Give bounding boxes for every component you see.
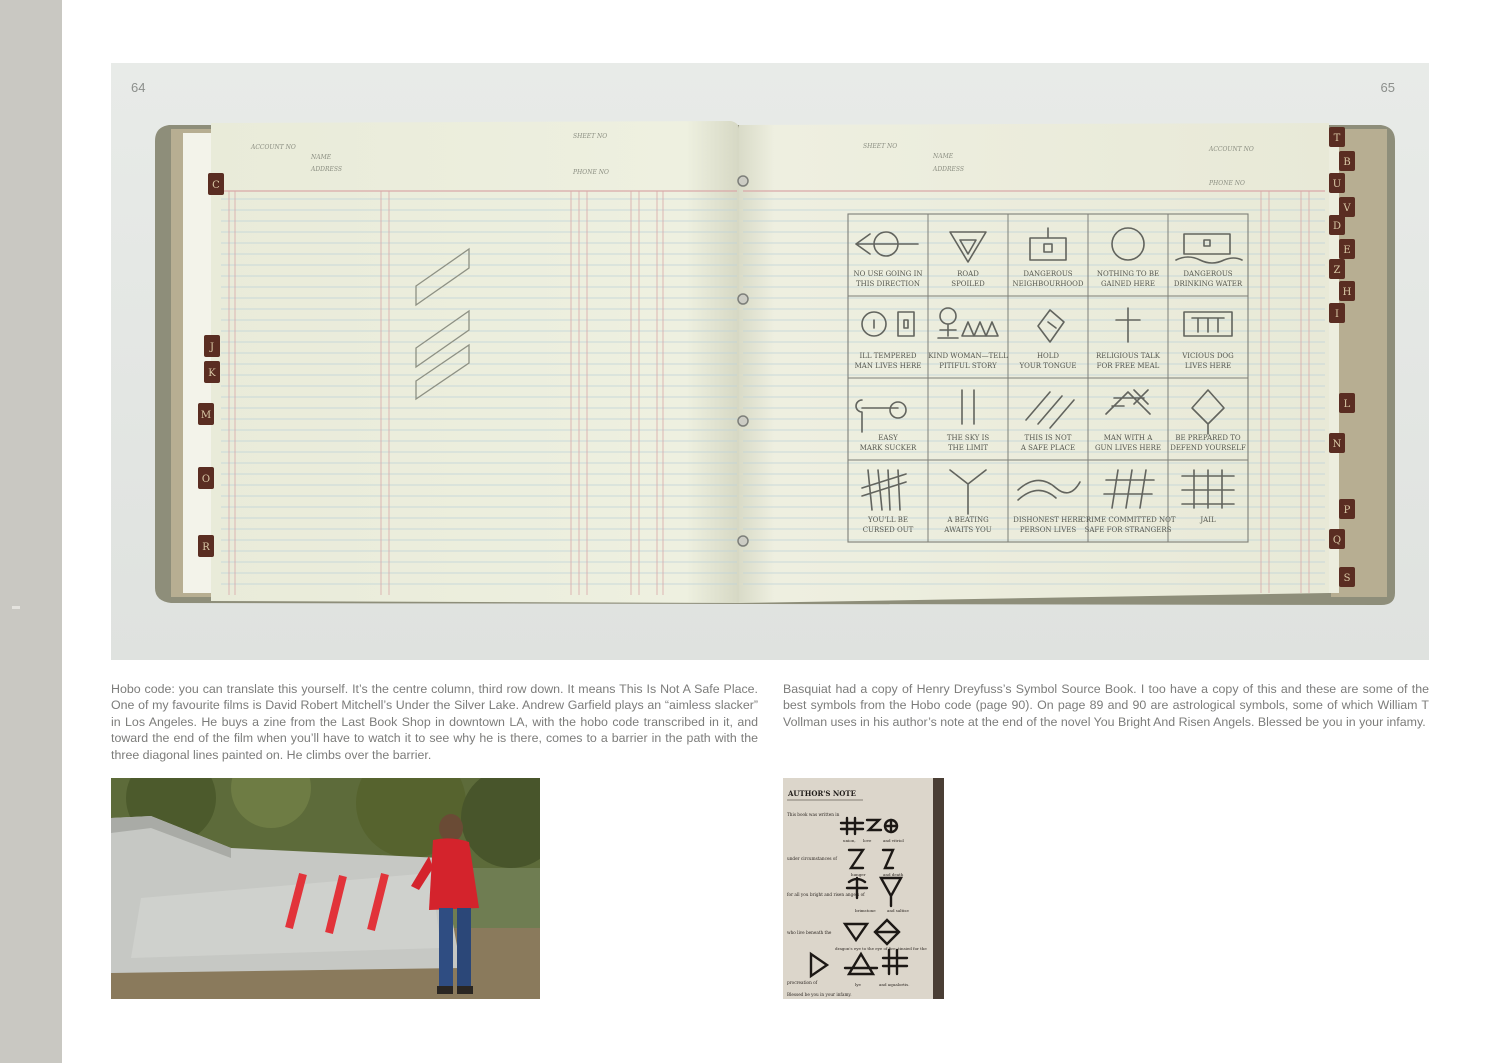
hobo-symbol-label: DANGEROUS: [1023, 270, 1073, 278]
index-tab: [1329, 529, 1345, 549]
hobo-symbol-label: PITIFUL STORY: [939, 362, 997, 370]
svg-text:V: V: [1343, 203, 1351, 214]
ledger-header-label: PHONE NO: [1209, 180, 1245, 187]
hobo-symbol-label: YOU'LL BE: [868, 516, 908, 524]
note-line: procreation of: [787, 980, 818, 985]
index-tab: [1329, 259, 1345, 279]
svg-text:U: U: [1332, 179, 1342, 190]
film-still-photo: [111, 778, 540, 999]
hobo-symbol-label: SPOILED: [951, 280, 985, 288]
hobo-symbol-label: THE SKY IS: [946, 434, 990, 442]
svg-text:B: B: [1343, 157, 1351, 168]
index-tab: [1339, 281, 1355, 301]
caption-symbol-source-book: Basquiat had a copy of Henry Dreyfuss’s Symbol Source Book. I too have a copy of this and these are some of the best symbols from the Hobo code (page 90). On page 89 and 90 are astrological symbols, some of which William T Vollman uses in his author’s note at the end of the novel You Bright And Risen Angels. Blessed be you in your infamy.: [783, 682, 1429, 729]
svg-text:J: J: [209, 342, 215, 353]
svg-text:N: N: [1332, 439, 1342, 450]
hobo-symbol-label: VICIOUS DOG: [1182, 352, 1234, 360]
hobo-symbol-label: SAFE FOR STRANGERS: [1084, 526, 1172, 534]
index-tab: [204, 361, 220, 383]
hobo-symbol-label: MARK SUCKER: [859, 444, 917, 452]
svg-text:I: I: [1335, 309, 1339, 320]
ledger-header-label: ADDRESS: [311, 166, 342, 173]
ledger-header-label: ACCOUNT NO: [1209, 146, 1254, 153]
hobo-symbol-label: DISHONEST HERE: [1013, 516, 1083, 524]
ledger-header-label: SHEET NO: [573, 133, 608, 140]
hobo-symbol-label: GAINED HERE: [1100, 280, 1156, 288]
glyph-label: lye: [855, 982, 861, 987]
svg-text:Z: Z: [1333, 265, 1341, 276]
hobo-symbol-label: THE LIMIT: [947, 444, 989, 452]
svg-text:L: L: [1343, 399, 1351, 410]
index-tab: [208, 173, 224, 195]
glyph-label: and saltise: [887, 908, 909, 913]
hobo-symbol-label: DRINKING WATER: [1173, 280, 1243, 288]
note-line: Blessed be you in your infamy.: [787, 992, 852, 997]
hobo-symbol-label: RELIGIOUS TALK: [1095, 352, 1161, 360]
index-tab: [1339, 567, 1355, 587]
hobo-symbol-label: KIND WOMAN—TELL: [928, 352, 1008, 360]
hobo-symbol-label: CURSED OUT: [862, 526, 914, 534]
authors-note-photo: [783, 778, 944, 999]
ledger-header-label: NAME: [311, 154, 332, 161]
hobo-symbol-label: JAIL: [1200, 516, 1216, 524]
hobo-symbol-label: NOTHING TO BE: [1096, 270, 1160, 278]
ledger-header-label: ACCOUNT NO: [251, 144, 296, 151]
index-tab: [1329, 173, 1345, 193]
glyph-label: and aqualortis.: [879, 982, 910, 987]
glyph-label: union,: [843, 838, 856, 843]
page-number-left: 64: [131, 80, 146, 95]
svg-text:H: H: [1342, 287, 1352, 298]
svg-text:E: E: [1343, 245, 1351, 256]
hobo-symbol-label: AWAITS YOU: [944, 526, 992, 534]
index-tab: [198, 403, 214, 425]
hobo-symbol-label: DEFEND YOURSELF: [1170, 444, 1246, 452]
note-line: This book was written in: [787, 812, 840, 817]
ledger-book-photo: [111, 63, 1429, 660]
note-line: who live beneath the: [787, 930, 832, 935]
hobo-symbol-label: A BEATING: [947, 516, 989, 524]
note-line: under circumstances of: [787, 856, 837, 861]
index-tab: [1329, 433, 1345, 453]
svg-text:D: D: [1332, 221, 1342, 232]
index-tab: [1339, 393, 1355, 413]
svg-text:C: C: [212, 180, 220, 191]
index-tab: [1339, 499, 1355, 519]
hobo-symbol-label: BE PREPARED TO: [1175, 434, 1241, 442]
hobo-symbol-label: ILL TEMPERED: [859, 352, 917, 360]
index-tab: [1329, 215, 1345, 235]
hobo-symbol-label: MAN WITH A: [1103, 434, 1153, 442]
svg-text:Q: Q: [1332, 535, 1342, 546]
index-tab: [1329, 127, 1345, 147]
glyph-label: dragon's eye to the eye of fire, tinsied for the: [835, 946, 927, 951]
glyph-label: and vitriol: [883, 838, 904, 843]
hobo-symbol-label: LIVES HERE: [1184, 362, 1232, 370]
glyph-label: love: [863, 838, 872, 843]
page-edge-strip: [0, 0, 62, 1063]
hobo-symbol-label: CRIME COMMITTED NOT: [1080, 516, 1176, 524]
hobo-symbol-label: THIS DIRECTION: [856, 280, 920, 288]
glyph-label: brimstone: [855, 908, 876, 913]
edge-mark: [12, 606, 20, 609]
hobo-symbol-label: PERSON LIVES: [1019, 526, 1077, 534]
svg-text:O: O: [201, 474, 211, 485]
hobo-symbol-label: DANGEROUS: [1183, 270, 1233, 278]
ledger-header-label: NAME: [933, 153, 954, 160]
ledger-header-label: SHEET NO: [863, 143, 898, 150]
hobo-symbol-label: EASY: [878, 434, 898, 442]
hobo-symbol-label: NO USE GOING IN: [853, 270, 923, 278]
hobo-symbol-label: HOLD: [1036, 352, 1060, 360]
index-tab: [1339, 239, 1355, 259]
ledger-header-label: ADDRESS: [933, 166, 964, 173]
hobo-symbol-label: YOUR TONGUE: [1019, 362, 1077, 370]
index-tab: [198, 467, 214, 489]
page-number-right: 65: [1380, 80, 1395, 95]
glyph-label: hunger: [851, 872, 866, 877]
svg-text:K: K: [208, 368, 216, 379]
hobo-symbol-label: A SAFE PLACE: [1020, 444, 1076, 452]
svg-text:M: M: [200, 410, 212, 421]
index-tab: [204, 335, 220, 357]
svg-text:R: R: [202, 542, 210, 553]
authors-note-illustration: [783, 778, 944, 999]
hobo-symbol-label: NEIGHBOURHOOD: [1012, 280, 1084, 288]
film-still-illustration: [111, 778, 540, 999]
glyph-label: and death: [883, 872, 904, 877]
hobo-symbol-label: ROAD: [957, 270, 979, 278]
note-line: for all you bright and risen angels of: [787, 892, 865, 897]
hobo-symbol-label: GUN LIVES HERE: [1094, 444, 1162, 452]
hobo-symbol-label: MAN LIVES HERE: [854, 362, 922, 370]
index-tab: [1329, 303, 1345, 323]
ledger-header-label: PHONE NO: [573, 169, 609, 176]
ledger-book-illustration: [111, 63, 1429, 660]
index-tab: [198, 535, 214, 557]
svg-text:T: T: [1333, 133, 1341, 144]
authors-note-heading: AUTHOR'S NOTE: [788, 789, 856, 798]
caption-hobo-code: Hobo code: you can translate this yourself. It’s the centre column, third row down. It means This Is Not A Safe Place. One of my favourite films is David Robert Mitchell’s Under the Silver Lake. Andrew Garfield plays an “aimless slacker” in Los Angeles. He buys a zine from the Last Book Shop in downtown LA, with the hobo code transcribed in it, and toward the end of the film when you’ll have to watch it to see why he is there, comes to a barrier in the path with the three diagonal lines painted on. He climbs over the barrier.: [111, 682, 758, 762]
svg-text:P: P: [1343, 505, 1351, 516]
hobo-symbol-label: FOR FREE MEAL: [1096, 362, 1160, 370]
hobo-symbol-label: THIS IS NOT: [1024, 434, 1072, 442]
svg-text:S: S: [1343, 573, 1351, 584]
index-tab: [1339, 197, 1355, 217]
index-tab: [1339, 151, 1355, 171]
